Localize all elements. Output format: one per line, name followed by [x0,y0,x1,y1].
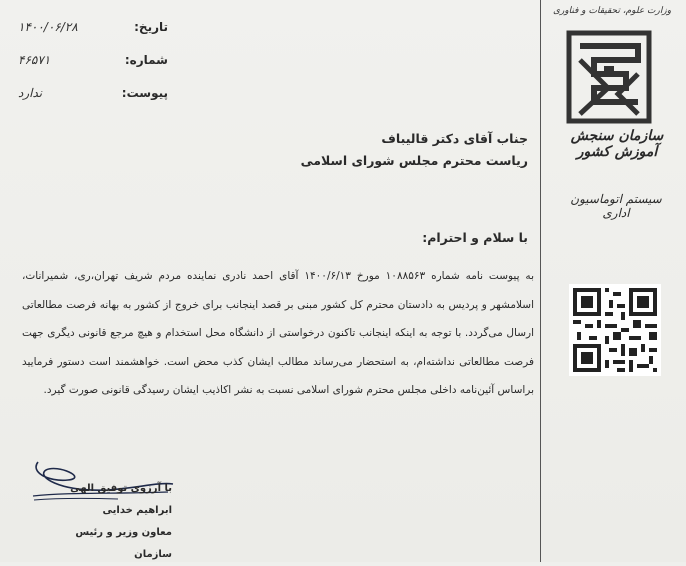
organization-name: سازمان سنجش آموزش کشور [570,128,664,160]
column-divider [540,0,541,562]
attachment-value: ندارد [18,86,43,100]
number-label: شماره: [124,53,168,67]
signature-block [40,478,172,566]
date-value: ۱۴۰۰/۰۶/۲۸ [18,20,78,34]
number-row [18,53,168,71]
ministry-name: وزارت علوم، تحقیقات و فناوری [552,6,672,16]
date-row [18,20,168,38]
addressee-name: جناب آقای دکتر قالیباف [381,131,528,146]
addressee-title: ریاست محترم مجلس شورای اسلامی [300,153,528,168]
date-label: تاریخ: [134,20,168,34]
number-value: ۴۶۵۷۱ [18,53,51,67]
signer-name: ابراهیم خدایی [102,505,172,516]
attachment-row [18,86,168,104]
closing-line: با آرزوی توفیق الهی [70,483,172,494]
letter-body: به پیوست نامه شماره ۱۰۸۸۵۶۳ مورخ ۱۴۰۰/۶/۱۳ آقای احمد نادری نماینده مردم شریف تهران،ری، شمیرانات، اسلامشهر و پردیس به دادستان محترم کل کشور مبنی بر قصد اینجانب برای خروج از کشور به بهانه فرصت مطالعاتی ارسال می‌گردد. با توجه به اینکه اینجانب تاکنون درخواستی از دانشگاه محل استخدام و هیچ مرجع قانونی دیگری جهت فرصت مطالعاتی نداشته‌ام، به استحضار می‌رساند مطالب ایشان کذب محض است. خواهشمند است دستور فرمایید براساس آئین‌نامه داخلی مجلس محترم شورای اسلامی نسبت به نشر اکاذیب ایشان رسیدگی قانونی صورت گیرد. [22,270,534,396]
signer-title: معاون وزیر و رئیس سازمان [75,527,172,560]
system-name: سیستم اتوماسیون اداری [570,192,662,220]
addressee [300,128,528,172]
attachment-label: پیوست: [121,86,168,100]
qr-code-icon [569,284,661,376]
greeting: با سلام و احترام: [422,230,528,245]
organization-logo-icon [566,30,652,124]
